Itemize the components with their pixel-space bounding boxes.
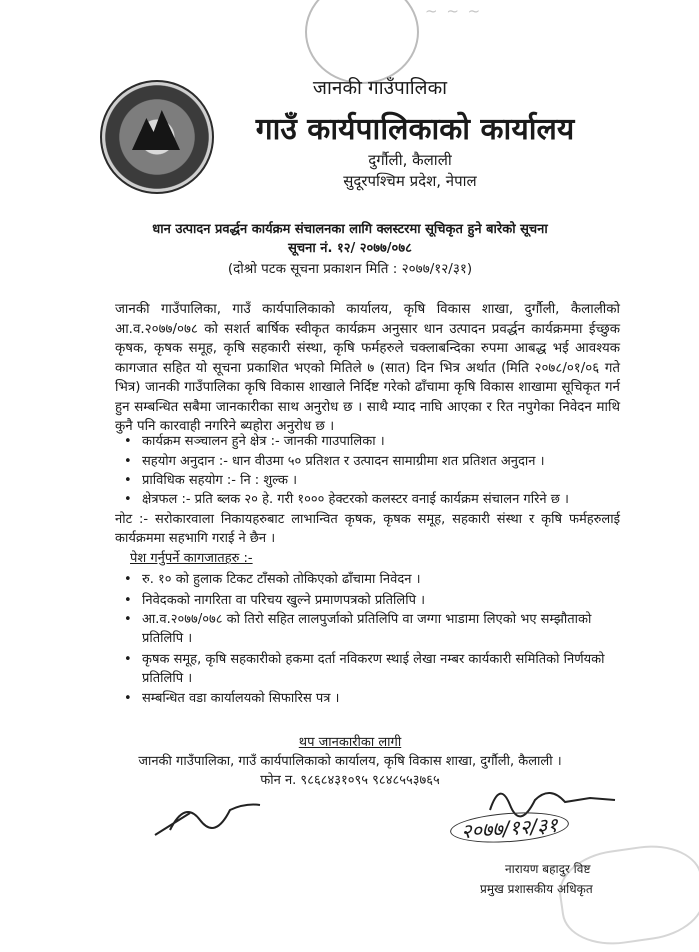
signatory-name: नारायण बहादुर विष्ट — [505, 862, 591, 876]
list-item: • कार्यक्रम सञ्चालन हुने क्षेत्र :- जानकी गाउपालिका । — [142, 432, 620, 451]
signature-date: २०७७/१२/३१ — [449, 809, 569, 846]
docs-heading: पेश गर्नुपर्ने कागजातहरु :- — [130, 551, 253, 566]
note-text: नोट :- सरोकारवाला निकायहरुबाट लाभान्वित कृषक, कृषक समूह, सहकारी संस्था र कृषि फर्महरुलाई कार्यक्रममा सहभागि गराई ने छैन । — [115, 512, 620, 546]
list-item: • कृषक समूह, कृषि सहकारीको हकमा दर्ता नविकरण स्थाई लेखा नम्बर कार्यकारी समितिको निर्णयको प्रतिलिपि । — [142, 650, 620, 688]
office-stamp-top — [305, 0, 419, 84]
list-item: • सम्बन्धित वडा कार्यालयको सिफारिस पत्र । — [142, 689, 620, 708]
notice-title: धान उत्पादन प्रवर्द्धन कार्यक्रम संचालनका लागि क्लस्टरमा सूचिकृत हुने बारेको सूचना — [152, 222, 548, 237]
list-item: • निवेदकको नागरिता वा परिचय खुल्ने प्रमाणपत्रको प्रतिलिपि । — [142, 591, 620, 610]
list-item: • क्षेत्रफल :- प्रति ब्लक २० हे. गरी १००० हेक्टरको कलस्टर वनाई कार्यक्रम संचालन गरिने छ । — [142, 490, 620, 509]
list-item: • रु. १० को हुलाक टिकट टाँसको तोकिएको ढाँचामा निवेदन । — [142, 570, 620, 589]
nepal-emblem-logo — [100, 80, 214, 194]
office-stamp-bottom — [554, 838, 699, 951]
list-item: • आ.व.२०७७/०७८ को तिरो सहित लालपुर्जाको प्रतिलिपि वा जग्गा भाडामा लिएको भए सम्झौताको प्रतिलिपि । — [142, 610, 620, 648]
contact-heading: थप जानकारीका लागी — [298, 735, 402, 750]
contact-address: जानकी गाउँपालिका, गाउँ कार्यपालिकाको कार्यालय, कृषि विकास शाखा, दुर्गौली, कैलाली । — [138, 754, 562, 769]
list-item: • सहयोग अनुदान :- धान वीउमा ५० प्रतिशत र उत्पादन सामाग्रीमा शत प्रतिशत अनुदान । — [142, 452, 620, 471]
publish-date: (दोश्रो पटक सूचना प्रकाशन मिति : २०७७/१२/३१) — [227, 261, 473, 277]
municipality-name: जानकी गाउँपालिका — [312, 77, 448, 99]
notice-number: सूचना नं. १२/ २०७७/०७८ — [288, 241, 412, 256]
address-line-2: सुदूरपश्चिम प्रदेश, नेपाल — [343, 172, 477, 190]
notice-body: जानकी गाउँपालिका, गाउँ कार्यपालिकाको कार्यालय, कृषि विकास शाखा, दुर्गौली, कैलालीको आ.व.२०७७/०७८ को सशर्त बार्षिक स्वीकृत कार्यक्रम अनुसार धान उत्पादन प्रवर्द्धन कार्यक्रममा ईच्छुक कृषक, कृषक समूह, कृषि सहकारी संस्था, कृषि फर्महरुले चक्लाबन्दिका रुपमा आबद्ध भई आवश्यक कागजात सहित यो सूचना प्रकाशित भएको मितिले ७ (सात) दिन भित्र अर्थात (मिति २०७८/०१/०६ गते भित्र) जानकी गाउँपालिका कृषि विकास शाखाले निर्दिष्ट गरेको ढाँचामा कृषि विकास शाखामा सूचिकृत गर्न हुन सम्बन्धित सबैमा जानकारीका साथ अनुरोध छ । साथै म्याद नाघि आएका र रित नपुगेका निवेदन माथि कुनै पनि कारवाही नगरिने ब्यहोरा अनुरोध छ । — [115, 302, 620, 434]
left-signature — [150, 795, 270, 845]
signatory-designation: प्रमुख प्रशासकीय अधिकृत — [480, 882, 593, 896]
faint-header-scribble: ~ ~ ~ — [425, 2, 483, 20]
address-line-1: दुर्गौली, कैलाली — [368, 151, 452, 169]
list-item: • प्राविधिक सहयोग :- नि : शुल्क । — [142, 471, 620, 490]
office-title: गाउँ कार्यपालिकाको कार्यालय — [255, 112, 575, 147]
contact-phone: फोन न. ९८६८४३१०९५ ९८४८५५३७६५ — [260, 773, 440, 788]
